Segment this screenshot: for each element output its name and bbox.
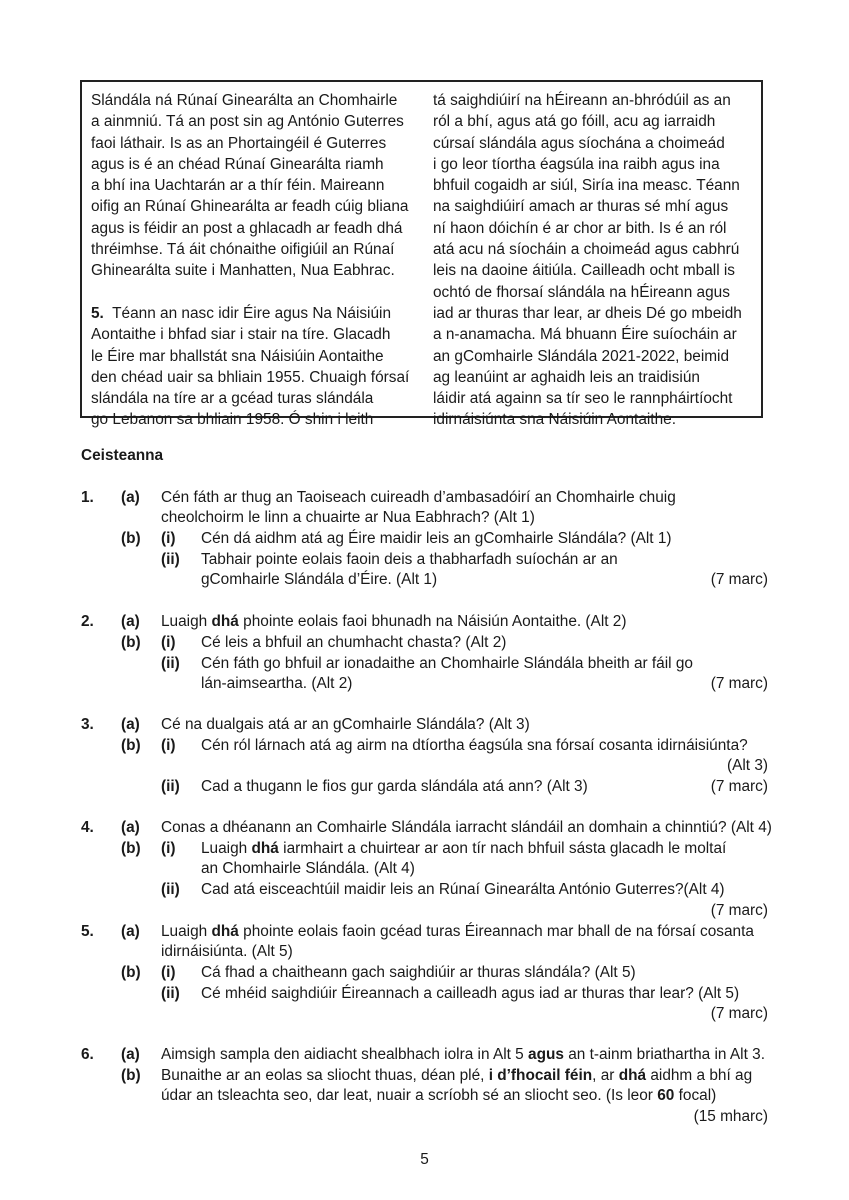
passage-line: láidir atá againn sa tír seo le rannpháirtíocht — [433, 390, 733, 408]
question-number: 1. — [81, 489, 94, 506]
part-label: (a) — [121, 716, 140, 733]
question-text: Aimsigh sampla den aidiacht shealbhach iolra in Alt 5 agus an t-ainm briathartha in Alt 3. — [161, 1046, 765, 1063]
passage-right-column — [433, 90, 742, 431]
passage-line: slándála na tíre ar a gcéad turas slándála — [91, 390, 374, 408]
question-text: Cén fáth go bhfuil ar ionadaithe an Chomhairle Slándála bheith ar fáil go — [201, 655, 693, 672]
passage-line: idirnáisiúnta sna Náisiúin Aontaithe. — [433, 411, 676, 429]
passage-line: le Éire mar bhallstát sna Náisiúin Aontaithe — [91, 347, 384, 365]
passage-line: atá acu ná síocháin a choimeád agus cabhrú — [433, 241, 740, 259]
passage-line: agus is é an chéad Rúnaí Ginearálta riamh — [91, 155, 384, 173]
passage-line: thréimhse. Tá áit chónaithe oifigiúil an Rúnaí — [91, 241, 395, 259]
question-text: údar an tsleachta seo, dar leat, nuair a scríobh sé an sliocht seo. (Is leor 60 focal) — [161, 1087, 717, 1104]
subpart-label: (i) — [161, 840, 176, 857]
part-label: (b) — [121, 840, 141, 857]
question-text: idirnáisiúnta. (Alt 5) — [161, 943, 293, 960]
question-number: 4. — [81, 819, 94, 836]
passage-line: a ainmniú. Tá an post sin ag António Guterres — [91, 113, 404, 131]
passage-line: iad ar thuras thar lear, ar dheis Dé go mbeidh — [433, 304, 742, 322]
page-number: 5 — [420, 1151, 429, 1168]
passage-line: a n-anamacha. Má bhuann Éire suíocháin ar — [433, 326, 737, 344]
question-number: 2. — [81, 613, 94, 630]
question-text: gComhairle Slándála d’Éire. (Alt 1) — [201, 571, 438, 588]
subpart-label: (i) — [161, 737, 176, 754]
passage-line: na saighdiúirí amach ar thuras sé mhí agus — [433, 198, 729, 216]
passage-line: den chéad uair sa bhliain 1955. Chuaigh fórsaí — [91, 368, 410, 386]
question-text: Luaigh dhá iarmhairt a chuirtear ar aon tír nach bhfuil sásta glacadh le moltaí — [201, 840, 727, 857]
part-label: (b) — [121, 737, 141, 754]
subpart-label: (i) — [161, 530, 176, 547]
part-label: (b) — [121, 964, 141, 981]
marks: (7 marc) — [710, 675, 768, 692]
question-text: Cad atá eisceachtúil maidir leis an Rúnaí Ginearálta António Guterres?(Alt 4) — [201, 881, 725, 898]
passage-line: go Lebanon sa bhliain 1958. Ó shin i leith — [91, 411, 374, 429]
subpart-label: (i) — [161, 634, 176, 651]
question-text: Bunaithe ar an eolas sa sliocht thuas, déan plé, i d’fhocail féin, ar dhá aidhm a bhí ag — [161, 1067, 753, 1084]
question-text: Cá fhad a chaitheann gach saighdiúir ar thuras slándála? (Alt 5) — [201, 964, 636, 981]
passage-line: i go leor tíortha éagsúla ina raibh agus ina — [433, 155, 720, 173]
passage-line: Ghinearálta suite i Manhatten, Nua Eabhrac. — [91, 262, 395, 280]
subpart-label: (ii) — [161, 778, 180, 795]
question-number: 6. — [81, 1046, 94, 1063]
passage-line: tá saighdiúirí na hÉireann an-bhródúil as an — [433, 92, 731, 109]
question-text: Cé leis a bhfuil an chumhacht chasta? (Alt 2) — [201, 634, 507, 651]
passage-line: agus is féidir an post a ghlacadh ar feadh dhá — [91, 219, 403, 237]
subpart-label: (ii) — [161, 881, 180, 898]
marks: (7 marc) — [710, 778, 768, 795]
subpart-label: (ii) — [161, 985, 180, 1002]
question-text: Cén dá aidhm atá ag Éire maidir leis an gComhairle Slándála? (Alt 1) — [201, 530, 672, 547]
part-label: (b) — [121, 1067, 141, 1084]
passage-line: faoi láthair. Is as an Phortaingéil é Guterres — [91, 134, 387, 152]
part-label: (a) — [121, 1046, 140, 1063]
question-text: Luaigh dhá phointe eolais faoi bhunadh na Náisiún Aontaithe. (Alt 2) — [161, 613, 627, 630]
question-number: 5. — [81, 923, 94, 940]
part-label: (a) — [121, 489, 140, 506]
part-label: (b) — [121, 634, 141, 651]
question-text: Cén ról lárnach atá ag airm na dtíortha éagsúla sna fórsaí cosanta idirnáisiúnta? — [201, 737, 748, 754]
question-text: an Chomhairle Slándála. (Alt 4) — [201, 860, 415, 877]
paragraph-number: 5. — [91, 304, 104, 322]
part-label: (a) — [121, 613, 140, 630]
marks: (15 mharc) — [693, 1108, 768, 1125]
part-label: (a) — [121, 923, 140, 940]
question-text: Cé na dualgais atá ar an gComhairle Slándála? (Alt 3) — [161, 716, 530, 733]
passage-line: an gComhairle Slándála 2021-2022, beimid — [433, 347, 730, 365]
part-label: (a) — [121, 819, 140, 836]
passage-line: bhfuil cogaidh ar siúl, Siría ina measc. Téann — [433, 177, 740, 195]
questions-heading: Ceisteanna — [81, 447, 164, 464]
passage-line: a bhí ina Uachtarán ar a thír féin. Maireann — [91, 177, 385, 195]
marks: (7 marc) — [710, 1005, 768, 1022]
marks: (7 marc) — [710, 571, 768, 588]
subpart-label: (ii) — [161, 655, 180, 672]
subpart-label: (i) — [161, 964, 176, 981]
passage-line: oifig an Rúnaí Ghinearálta ar feadh cúig bliana — [91, 198, 409, 216]
question-text: Luaigh dhá phointe eolais faoin gcéad turas Éireannach mar bhall de na fórsaí cosanta — [161, 923, 754, 940]
question-text: Tabhair pointe eolais faoin deis a thabharfadh suíochán ar an — [201, 551, 618, 568]
passage-line: ochtó de fhorsaí slándála na hÉireann agus — [433, 283, 730, 301]
passage-left-column — [91, 90, 409, 431]
subpart-label: (ii) — [161, 551, 180, 568]
question-text: Cé mhéid saighdiúir Éireannach a cailleadh agus iad ar thuras thar lear? (Alt 5) — [201, 985, 740, 1002]
question-number: 3. — [81, 716, 94, 733]
question-text: Conas a dhéanann an Comhairle Slándála iarracht slándáil an domhain a chinntiú? (Alt 4) — [161, 819, 772, 836]
question-text: Cén fáth ar thug an Taoiseach cuireadh d’ambasadóirí an Chomhairle chuig — [161, 489, 676, 506]
passage-line: ag leanúint ar aghaidh leis an traidisiún — [433, 368, 700, 386]
passage-line: 5. Téann an nasc idir Éire agus Na Náisiúin — [91, 304, 392, 322]
passage-line: cúrsaí slándála agus síochána a choimeád — [433, 134, 725, 152]
question-text: lán-aimseartha. (Alt 2) — [201, 675, 353, 692]
question-text: Cad a thugann le fios gur garda slándála atá ann? (Alt 3) — [201, 778, 588, 795]
passage-line: ról a bhí, agus atá go fóill, acu ag iarraidh — [433, 113, 716, 131]
alt-reference: (Alt 3) — [726, 757, 768, 774]
passage-line: Aontaithe i bhfad siar i stair na tíre. Glacadh — [91, 326, 391, 344]
passage-line: ní haon dóichín é ar chor ar bith. Is é an ról — [433, 219, 727, 237]
part-label: (b) — [121, 530, 141, 547]
passage-box — [80, 80, 763, 429]
question-text: cheolchoirm le linn a chuairte ar Nua Eabhrach? (Alt 1) — [161, 509, 535, 526]
passage-line: leis na daoine áitiúla. Cailleadh ocht mball is — [433, 262, 736, 280]
marks: (7 marc) — [710, 902, 768, 919]
passage-line: Slándála ná Rúnaí Ginearálta an Chomhairle — [91, 92, 398, 109]
